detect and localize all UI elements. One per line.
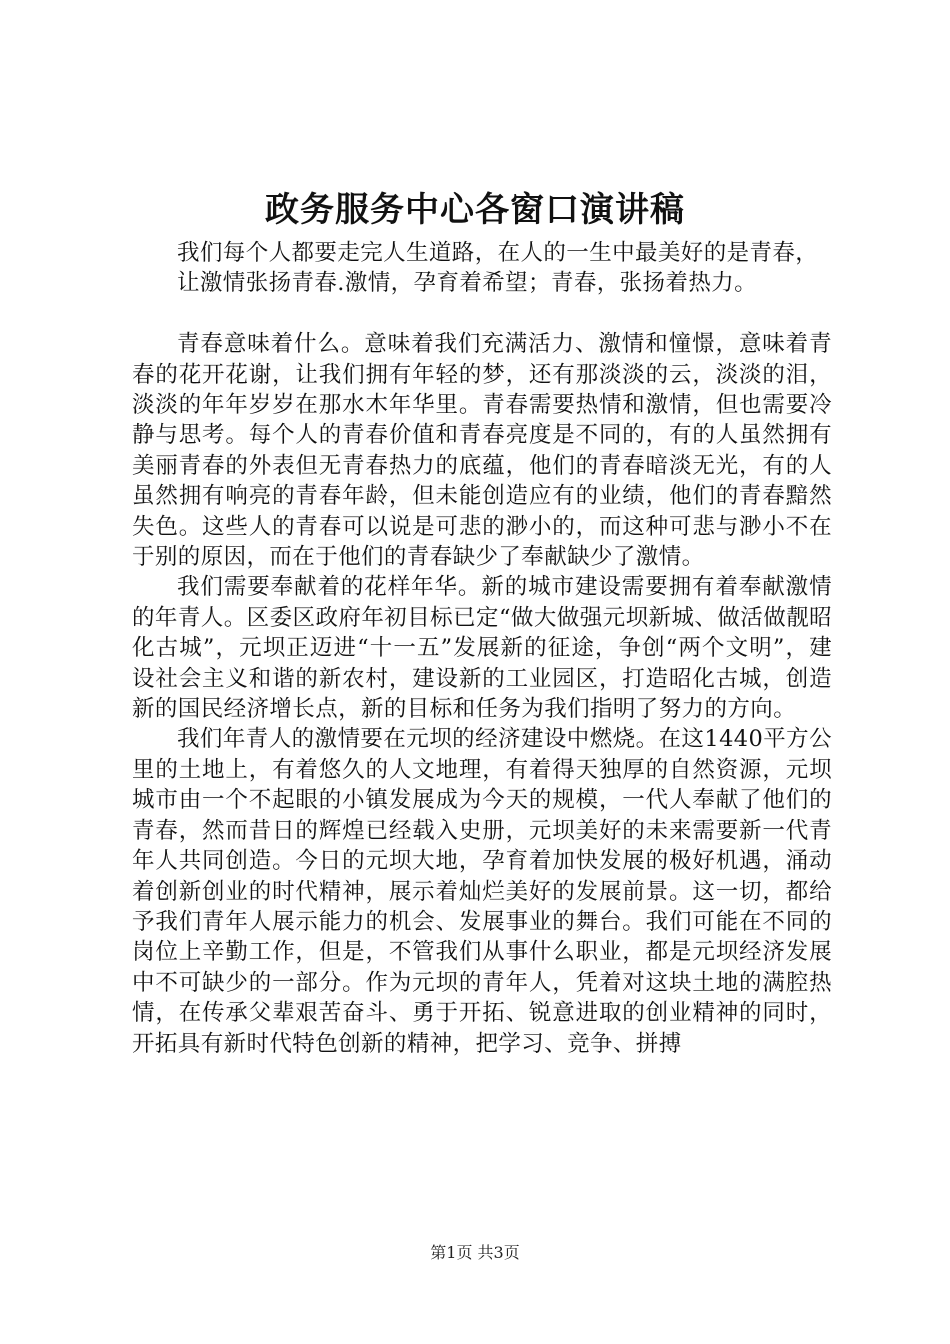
document-body [132,238,832,1059]
page-footer: 第1页 共3页 [430,1243,520,1262]
paragraph-3: 青春意味着什么。意味着我们充满活力、激情和憧憬，意味着青春的花开花谢，让我们拥有年轻的梦，还有那淡淡的云，淡淡的泪，淡淡的年年岁岁在那水木年华里。青春需要热情和激情，但也需要冷静与思考。每个人的青春价值和青春亮度是不同的，有的人虽然拥有美丽青春的外表但无青春热力的底蕴，他们的青春暗淡无光，有的人虽然拥有响亮的青春年龄，但未能创造应有的业绩，他们的青春黯然失色。这些人的青春可以说是可悲的渺小的，而这种可悲与渺小不在于别的原因，而在于他们的青春缺少了奉献缺少了激情。 [132,331,832,571]
paragraph-4: 我们需要奉献着的花样年华。新的城市建设需要拥有着奉献激情的年青人。区委区政府年初目标已定“做大做强元坝新城、做活做靓昭化古城”，元坝正迈进“十一五”发展新的征途，争创“两个文明”，建设社会主义和谐的新农村，建设新的工业园区，打造昭化古城，创造新的国民经济增长点，新的目标和任务为我们指明了努力的方向。 [132,574,832,723]
paragraph-5: 我们年青人的激情要在元坝的经济建设中燃烧。在这1440平方公里的土地上，有着悠久的人文地理，有着得天独厚的自然资源，元坝城市由一个不起眼的小镇发展成为今天的规模，一代人奉献了他们的青春，然而昔日的辉煌已经载入史册，元坝美好的未来需要新一代青年人共同创造。今日的元坝大地，孕育着加快发展的极好机遇，涌动着创新创业的时代精神，展示着灿烂美好的发展前景。这一切，都给予我们青年人展示能力的机会、发展事业的舞台。我们可能在不同的岗位上辛勤工作，但是，不管我们从事什么职业，都是元坝经济发展中不可缺少的一部分。作为元坝的青年人，凭着对这块土地的满腔热情，在传承父辈艰苦奋斗、勇于开拓、锐意进取的创业精神的同时，开拓具有新时代特色创新的精神，把学习、竞争、拼搏 [132,726,832,1057]
paragraph-2: 让激情张扬青春.激情，孕育着希望；青春，张扬着热力。 [177,270,758,297]
document-title: 政务服务中心各窗口演讲稿 [265,190,685,230]
blank-line [132,299,832,329]
paragraph-1: 我们每个人都要走完人生道路，在人的一生中最美好的是青春， [177,240,819,266]
